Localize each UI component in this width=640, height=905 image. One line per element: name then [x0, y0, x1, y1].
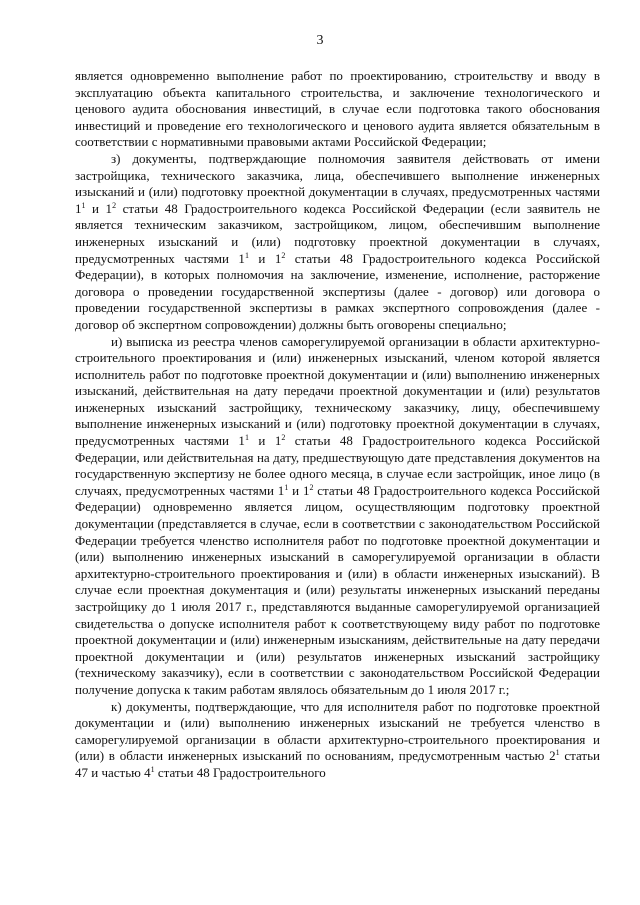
text-run: и 1: [248, 433, 282, 449]
text-run: и) выписка из реестра членов саморегулируемой организации в области архитектурно-строительного проектирования и (или) инженерных изысканий, членом которой является исполнитель работ по подготовке проектной документации и (или) выполнению инженерных изысканий, действительная на дату передачи проектной документации и (или) результатов инженерных изысканий застройщику, техническому заказчику, лицу, обеспечившему выполнение инженерных изысканий и (или) подготовку проектной документации в случаях, предусмотренных частями 1: [75, 333, 600, 449]
text-run: статьи 48 Градостроительного кодекса Российской Федерации), в которых полномочия на заключение, изменение, исполнение, расторжение договора о проведении государственной экспертизы (далее - договор) или договора о проведении государственной экспертизы в рамках экспертного сопровождения (далее - договор об экспертном сопровождении) должны быть оговорены специально;: [75, 250, 600, 332]
text-run: статьи 48 Градостроительного кодекса Российской Федерации) одновременно является лицом, осуществляющим подготовку проектной документации (представляется в случае, если в соответствии с законодательством Российской Федерации требуется членство исполнителя работ по подготовке проектной документации и (или) выполнению инженерных изысканий в саморегулируемой организации в области архитектурно-строительного проектирования и (или) в области инженерных изысканий). В случае если проектная документация и (или) результаты инженерных изысканий переданы застройщику до 1 июля 2017 г., представляются выданные саморегулируемой организацией свидетельства о допуске исполнителя работ к соответствующему виду работ по подготовке проектной документации и (или) инженерным изысканиям, действительные на дату передачи проектной документации и (или) результатов инженерных изысканий застройщику (техническому заказчику), если в соответствии с законодательством Российской Федерации получение допуска к таким работам являлось обязательным до 1 июля 2017 г.;: [75, 482, 600, 697]
paragraph: [75, 68, 600, 151]
text-run: статьи 47 и частью 4: [75, 748, 600, 780]
document-body: [75, 68, 600, 782]
text-run: статьи 48 Градостроительного кодекса Российской Федерации (если заявитель не является техническим заказчиком, застройщиком, лицом, обеспечившим выполнение инженерных изысканий и (или) подготовку проектной документации в случаях, предусмотренных частями 1: [75, 200, 600, 266]
text-run: и 1: [248, 250, 282, 266]
text-run: является одновременно выполнение работ по проектированию, строительству и вводу в эксплуатацию объекта капитального строительства, и заключение технологического и ценового аудита обоснования инвестиций, в случае если подготовка такого обоснования инвестиций и проведение его технологического и ценового аудита является обязательным в соответствии с нормативными правовыми актами Российской Федерации;: [75, 68, 600, 150]
superscript: 1: [150, 764, 155, 774]
superscript: 2: [281, 250, 286, 260]
superscript: 1: [284, 482, 289, 492]
superscript: 1: [555, 748, 560, 758]
paragraph: [75, 699, 600, 782]
superscript: 2: [309, 482, 314, 492]
superscript: 1: [81, 200, 86, 210]
paragraph: [75, 151, 600, 334]
text-run: и 1: [288, 482, 310, 498]
text-run: и 1: [85, 200, 113, 216]
text-run: з) документы, подтверждающие полномочия заявителя действовать от имени застройщика, технического заказчика, лица, обеспечившего выполнение инженерных изысканий и (или) подготовку проектной документации в случаях, предусмотренных частями 1: [75, 150, 600, 216]
superscript: 1: [244, 250, 249, 260]
page-number: 3: [316, 33, 324, 48]
paragraph: [75, 334, 600, 699]
text-run: к) документы, подтверждающие, что для исполнителя работ по подготовке проектной документации и (или) выполнению инженерных изысканий не требуется членство в саморегулируемой организации в области архитектурно-строительного проектирования и (или) в области инженерных изысканий по основаниям, предусмотренным частью 2: [75, 698, 600, 764]
superscript: 1: [244, 433, 249, 443]
superscript: 2: [281, 433, 286, 443]
text-run: статьи 48 Градостроительного кодекса Российской Федерации, или действительная на дату, предшествующую дате представления документов на государственную экспертизу не более одного месяца, в случае если застройщик, иное лицо (в случаях, предусмотренных частями 1: [75, 433, 600, 498]
superscript: 2: [112, 200, 117, 210]
text-run: статьи 48 Градостроительного: [154, 764, 326, 780]
